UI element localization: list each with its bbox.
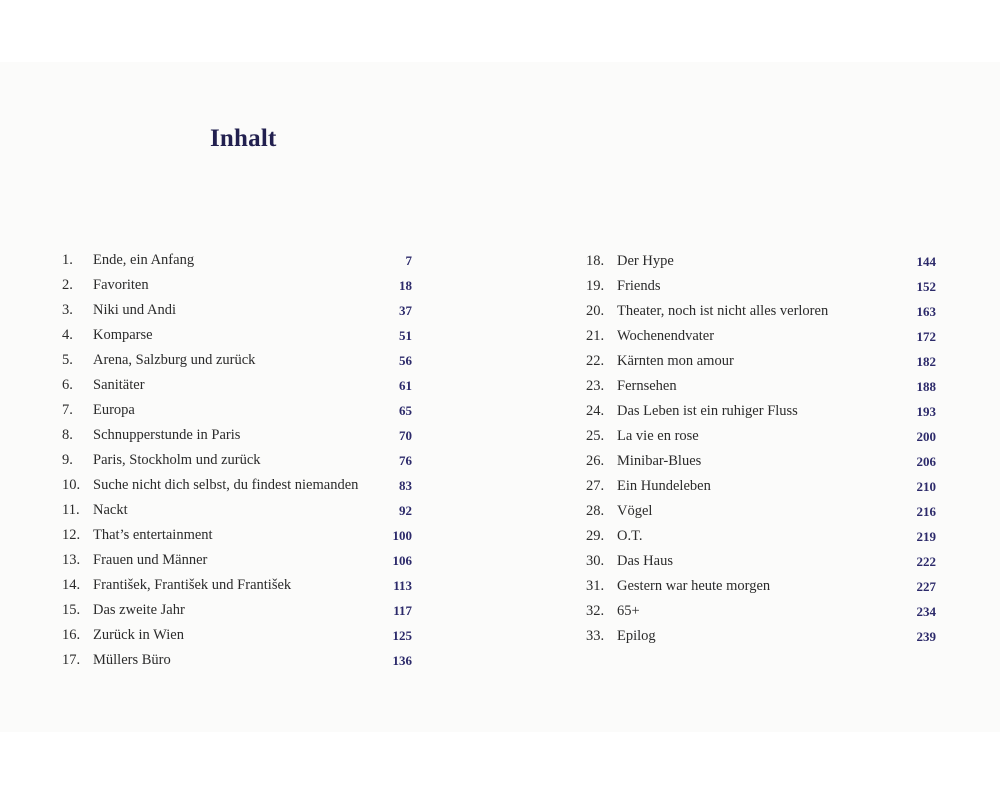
toc-entry-title: Komparse [93,327,153,343]
toc-entry-page-number: 216 [916,504,936,519]
toc-entry-title: Müllers Büro [93,652,171,668]
toc-entry-number: 1. [62,252,73,268]
toc-entry [586,250,936,275]
toc-entry [62,449,412,474]
toc-entry [586,275,936,300]
toc-entry-number: 26. [586,453,605,469]
toc-entry [62,574,412,599]
toc-entry-page-number: 227 [916,579,936,594]
toc-entry [62,249,412,274]
toc-entry-number: 5. [62,352,73,368]
toc-entry-page-number: 152 [916,279,936,294]
toc-entry [62,299,412,324]
toc-entry-title: Kärnten mon amour [617,353,734,369]
toc-entry-page-number: 65 [399,403,412,418]
toc-entry-page-number: 172 [916,329,936,344]
toc-entry-title: Theater, noch ist nicht alles verloren [617,303,829,319]
toc-entry-number: 19. [586,278,605,294]
toc-entry-number: 13. [62,552,81,568]
toc-entry-number: 24. [586,403,605,419]
toc-entry-page-number: 222 [916,554,936,569]
toc-entry-number: 6. [62,377,73,393]
toc-entry-page-number: 83 [399,478,412,493]
toc-entry [586,575,936,600]
toc-entry-title: Epilog [617,628,656,644]
toc-entry [586,425,936,450]
toc-entry-page-number: 136 [392,653,412,668]
toc-entry-title: Zurück in Wien [93,627,184,643]
toc-entry [586,600,936,625]
toc-entry-title: That’s entertainment [93,527,213,543]
toc-entry [62,549,412,574]
toc-entry-number: 21. [586,328,605,344]
toc-entry-number: 28. [586,503,605,519]
toc-entry-page-number: 144 [916,254,936,269]
toc-entry-page-number: 193 [916,404,936,419]
toc-entry [62,499,412,524]
toc-column-left [62,249,412,674]
toc-entry-page-number: 206 [916,454,936,469]
toc-entry-number: 31. [586,578,605,594]
toc-entry [586,625,936,650]
toc-entry-title: Schnupperstunde in Paris [93,427,241,443]
toc-entry-number: 12. [62,527,81,543]
toc-entry-number: 20. [586,303,605,319]
toc-entry [62,524,412,549]
toc-entry-page-number: 18 [399,278,412,293]
toc-entry-number: 10. [62,477,81,493]
toc-entry-page-number: 219 [916,529,936,544]
toc-entry-page-number: 210 [916,479,936,494]
toc-entry [62,424,412,449]
toc-entry-title: Das Haus [617,553,673,569]
toc-entry [62,624,412,649]
toc-entry-page-number: 7 [405,253,412,268]
toc-entry [586,550,936,575]
toc-entry-number: 16. [62,627,81,643]
page-title: Inhalt [210,125,277,152]
toc-entry-number: 15. [62,602,81,618]
toc-entry-number: 27. [586,478,605,494]
toc-entry-page-number: 70 [399,428,412,443]
toc-entry [586,525,936,550]
toc-entry-title: O.T. [617,528,643,544]
toc-entry-title: Vögel [617,503,653,519]
toc-entry-page-number: 200 [916,429,936,444]
toc-entry-page-number: 106 [392,553,412,568]
toc-entry-page-number: 125 [392,628,412,643]
toc-entry-title: Sanitäter [93,377,145,393]
toc-entry [62,474,412,499]
toc-entry-title: Friends [617,278,661,294]
toc-entry-number: 33. [586,628,605,644]
toc-entry-title: Der Hype [617,253,674,269]
toc-entry-title: Gestern war heute morgen [617,578,771,594]
toc-entry-number: 23. [586,378,605,394]
toc-entry-number: 29. [586,528,605,544]
toc-entry [62,349,412,374]
toc-entry-title: Das Leben ist ein ruhiger Fluss [617,403,798,419]
toc-entry-title: František, František und František [93,577,292,593]
toc-entry-page-number: 117 [393,603,412,618]
toc-entry-number: 4. [62,327,73,343]
toc-entry-title: Nackt [93,502,128,518]
toc-entry-page-number: 37 [399,303,412,318]
toc-entry-number: 7. [62,402,73,418]
toc-entry [62,649,412,674]
toc-entry-title: Fernsehen [617,378,677,394]
toc-entry [586,400,936,425]
toc-entry-title: Paris, Stockholm und zurück [93,452,261,468]
toc-entry-number: 17. [62,652,81,668]
toc-entry [62,399,412,424]
toc-entry-number: 11. [62,502,80,518]
toc-entry-page-number: 61 [399,378,412,393]
toc-entry [586,375,936,400]
toc-entry [586,325,936,350]
toc-entry [62,274,412,299]
toc-entry [62,324,412,349]
toc-entry-number: 25. [586,428,605,444]
toc-entry-page-number: 51 [399,328,412,343]
toc-entry-number: 3. [62,302,73,318]
toc-entry-title: Europa [93,402,135,418]
toc-column-right [586,250,936,650]
toc-entry-page-number: 76 [399,453,412,468]
toc-entry-number: 18. [586,253,605,269]
toc-entry-page-number: 163 [916,304,936,319]
toc-entry [586,350,936,375]
toc-entry-page-number: 188 [916,379,936,394]
toc-entry-page-number: 239 [916,629,936,644]
toc-entry-title: Suche nicht dich selbst, du findest niemanden [93,477,359,493]
toc-entry-title: La vie en rose [617,428,699,444]
toc-entry-title: Das zweite Jahr [93,602,185,618]
toc-entry-number: 32. [586,603,605,619]
toc-entry-title: 65+ [617,603,640,619]
toc-entry-number: 22. [586,353,605,369]
toc-entry-title: Minibar-Blues [617,453,702,469]
toc-entry-title: Frauen und Männer [93,552,208,568]
toc-entry-title: Niki und Andi [93,302,176,318]
toc-entry [62,599,412,624]
toc-entry-title: Favoriten [93,277,149,293]
toc-entry-page-number: 113 [393,578,412,593]
toc-entry-title: Ein Hundeleben [617,478,711,494]
toc-entry-title: Arena, Salzburg und zurück [93,352,256,368]
toc-entry-number: 9. [62,452,73,468]
toc-entry [586,450,936,475]
toc-entry-number: 8. [62,427,73,443]
toc-entry-page-number: 234 [916,604,936,619]
toc-entry-title: Wochenendvater [617,328,715,344]
toc-entry-page-number: 182 [916,354,936,369]
toc-entry [586,475,936,500]
toc-entry [586,300,936,325]
toc-entry-title: Ende, ein Anfang [93,252,195,268]
toc-entry-number: 2. [62,277,73,293]
toc-entry-page-number: 56 [399,353,412,368]
document-page [0,62,1000,732]
toc-entry [586,500,936,525]
toc-entry-number: 14. [62,577,81,593]
toc-entry-page-number: 100 [392,528,412,543]
toc-entry [62,374,412,399]
toc-entry-page-number: 92 [399,503,412,518]
toc-entry-number: 30. [586,553,605,569]
